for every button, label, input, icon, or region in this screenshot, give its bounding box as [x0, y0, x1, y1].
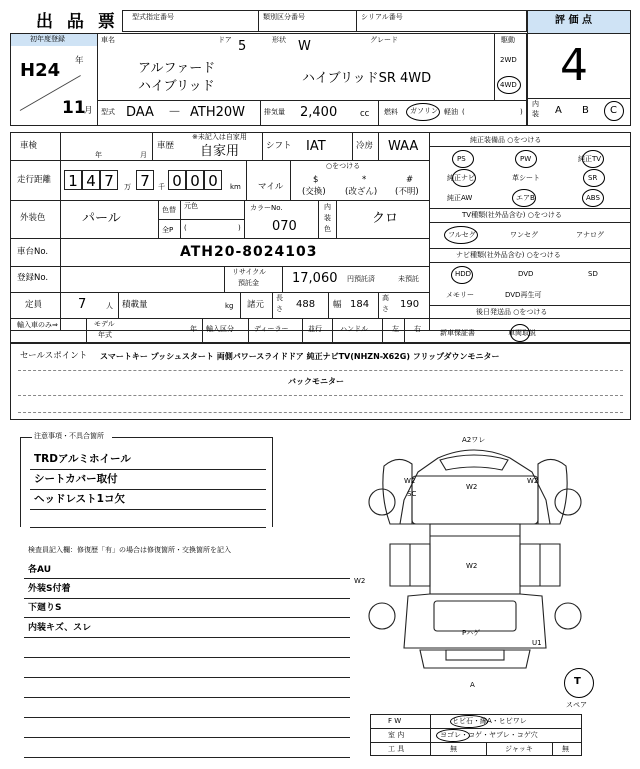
import-parallel: 並行 [308, 325, 322, 333]
history-note: ※未記入は自家用 [192, 133, 247, 141]
height-value: 190 [400, 299, 420, 310]
equip-leather: 革シート [512, 174, 540, 182]
navi-memory: メモリー [446, 291, 474, 299]
diesel-paren-close: ) [520, 108, 523, 116]
displacement-label: 排気量 [264, 108, 285, 116]
tools-value-1: 無 [450, 745, 457, 753]
equipment-title: 純正装備品 ○をつける [470, 136, 542, 144]
diesel-paren-open: ( [462, 108, 465, 116]
exterior-color-value: パール [82, 211, 121, 226]
note-line-1: TRDアルミホイール [34, 453, 131, 465]
all-paint-label: 全P [162, 226, 174, 234]
history-label: 車歴 [157, 141, 175, 151]
equip-tv: 純正TV [578, 155, 602, 163]
damage-mark-rear: Pハゲ [462, 629, 481, 637]
car-name-line2: ハイブリッド [138, 79, 215, 94]
mile-circle-note: ○をつける [326, 162, 361, 170]
mileage-digit-5: 0 [168, 170, 186, 190]
interior-color-label-2: 装 [324, 214, 331, 222]
mileage-digit-6: 0 [186, 170, 204, 190]
model-designation-label: 型式指定番号 [132, 13, 174, 21]
model-label: 型式 [101, 108, 115, 116]
recycle-label-2: 預託金 [238, 279, 259, 287]
import-class-label: 輸入区分 [206, 325, 234, 333]
inspector-line-3: 下廻りS [28, 603, 62, 613]
original-color-label: 元色 [184, 202, 198, 210]
tv-oneseg: ワンセグ [510, 231, 538, 239]
shaken-month-unit: 月 [140, 151, 147, 159]
selling-points-label: セールスポイント [20, 351, 88, 361]
model-value: ATH20W [190, 105, 245, 120]
damage-mark-right-front: W2 [527, 477, 539, 485]
equip-abs: ABS [586, 194, 600, 202]
chassis-label: 車台No. [17, 247, 49, 257]
tools-value-2: 無 [562, 745, 569, 753]
tv-fullseg: フルセグ [448, 231, 476, 239]
equip-ps: PS [457, 155, 466, 163]
equip-aw: 純正AW [447, 194, 473, 202]
color-change-label: 色替 [162, 206, 176, 214]
equip-sr-circle [583, 169, 605, 187]
tools-jack-label: ジャッキ [505, 745, 533, 753]
equip-pw: PW [520, 155, 532, 163]
mile-opt-tamper-sym: * [362, 175, 367, 185]
damage-mark-roof: W2 [466, 562, 478, 570]
mile-opt-unknown: (不明) [395, 187, 419, 197]
capacity-value: 7 [78, 297, 87, 312]
fuel-value: ガソリン [410, 107, 438, 115]
door-label: ドア [218, 36, 232, 44]
door-count: 5 [238, 39, 247, 54]
interior-color-value: クロ [372, 211, 399, 226]
equip-ps-circle [452, 150, 474, 168]
model-prefix: DAA [126, 105, 154, 120]
doc-manual: 車両取説 [508, 329, 536, 337]
drive-4wd-circle [497, 76, 521, 94]
navi-hdd: HDD [455, 270, 472, 278]
drive-label: 駆動 [501, 36, 515, 44]
width-value: 184 [350, 299, 370, 310]
mileage-digit-4: 7 [136, 170, 154, 190]
fw-value: ヒビ石・線A・ヒビワレ [452, 717, 527, 725]
inspector-label: 検査員記入欄：修復歴「有」の場合は修復箇所・交換箇所を記入 [28, 546, 231, 554]
mile-opt-exchange-sym: $ [313, 175, 319, 185]
shift-label: シフト [266, 141, 292, 151]
header-id-strip [122, 10, 527, 32]
first-registration-label: 初年度登録 [30, 35, 65, 43]
interior-row-value: ヨゴレ・コゲ・ヤブレ・コゲ穴 [440, 731, 538, 739]
interior-grade-b: B [582, 105, 589, 116]
tv-fullseg-circle [444, 226, 478, 244]
tools-label: 工 具 [388, 745, 405, 753]
height-label-1: 高 [382, 294, 389, 302]
color-no-label: カラーNo. [250, 204, 283, 212]
mile-opt-exchange: (交換) [302, 187, 326, 197]
model-year-unit: 年 [190, 325, 197, 333]
width-label: 幅 [333, 300, 342, 310]
selling-points-line1: スマートキー プッシュスタート 両側パワースライドドア 純正ナビTV(NHZN-X62G) フリップダウンモニター [100, 352, 500, 361]
displacement-value: 2,400 [300, 105, 338, 120]
shaken-year-unit: 年 [95, 151, 102, 159]
model-year-label-2: 年式 [98, 331, 112, 339]
damage-mark-windshield: A2ワレ [462, 436, 486, 444]
interior-grade-c: C [610, 105, 617, 116]
shaken-label: 車検 [20, 141, 38, 151]
equip-abs-circle [582, 189, 604, 207]
tv-analog: アナログ [576, 231, 604, 239]
registration-year: H24 [20, 60, 61, 81]
import-dealer: ディーラー [254, 325, 289, 333]
selling-points-line2: バックモニター [288, 377, 344, 386]
equip-airbag: エアB [516, 194, 535, 202]
chassis-value: ATH20-8024103 [180, 244, 318, 260]
score-label: 評 価 点 [555, 15, 592, 26]
interior-row-circle [436, 729, 470, 742]
mileage-digit-2: 4 [82, 170, 100, 190]
recycle-unit: 円預託済 [347, 275, 375, 283]
grade-value: ハイブリッドSR 4WD [302, 71, 432, 86]
interior-color-label-3: 色 [324, 225, 331, 233]
equip-pw-circle [515, 150, 537, 168]
all-paint-paren-open: ( [184, 224, 187, 232]
shift-value: IAT [306, 139, 326, 154]
equip-navi-circle [452, 169, 476, 187]
score-value: 4 [560, 40, 588, 91]
mile-opt-tamper: (改ざん) [345, 187, 378, 197]
navi-dvd: DVD [518, 270, 534, 278]
damage-mark-left-front-sc: SC [407, 490, 417, 498]
load-label: 積載量 [122, 300, 148, 310]
spare-label: スペア [566, 701, 587, 709]
equip-sr: SR [588, 174, 598, 182]
spare-mark: T [574, 676, 581, 687]
shape-value: W [298, 39, 311, 54]
interior-row-label: 室 内 [388, 731, 405, 739]
ac-value: WAA [388, 139, 419, 154]
handle-left: 左 [392, 325, 399, 333]
damage-mark-bumper: A [470, 681, 475, 689]
model-dash: － [168, 105, 182, 120]
note-line-2: シートカバー取付 [34, 473, 118, 485]
inspector-line-2: 外装S付着 [28, 584, 71, 594]
recycle-label-1: リサイクル [232, 268, 267, 276]
reg-label: 登録No. [17, 273, 49, 283]
damage-mark-left-side: W2 [354, 577, 366, 585]
mileage-man-unit: 万 [124, 183, 131, 191]
interior-grade-a: A [555, 105, 562, 116]
recycle-status: 未預託 [398, 275, 419, 283]
damage-mark-left-front: W2 [404, 477, 416, 485]
import-label: 輸入車のみ⇒ [17, 321, 58, 329]
docs-title: 後日発送品 ○をつける [476, 308, 548, 316]
serial-number-label: シリアル番号 [361, 13, 403, 21]
equip-airbag-circle [512, 189, 536, 207]
fw-circle [450, 715, 488, 728]
damage-mark-right-rear: U1 [532, 639, 542, 647]
mileage-digit-7: 0 [204, 170, 222, 190]
fuel-circle [406, 103, 440, 121]
handle-right: 右 [414, 325, 421, 333]
grade-label: グレード [370, 36, 398, 44]
drive-2wd: 2WD [500, 56, 517, 64]
doc-warranty: 新車保証書 [440, 329, 475, 337]
doc-manual-circle [510, 324, 530, 342]
fuel-label: 燃料 [384, 108, 398, 116]
form-title: 出 品 票 [36, 12, 119, 32]
registration-month: 11 [62, 98, 86, 118]
navi-sd: SD [588, 270, 598, 278]
diesel-label: 軽油 [444, 108, 458, 116]
drive-4wd: 4WD [500, 81, 517, 89]
note-line-3: ヘッドレスト1コ欠 [34, 493, 125, 505]
mileage-digit-1: 1 [64, 170, 82, 190]
equip-navi: 純正ナビ [447, 174, 475, 182]
displacement-unit: cc [360, 109, 370, 119]
all-paint-paren-close: ) [238, 224, 241, 232]
mileage-digit-3: 7 [100, 170, 118, 190]
dimensions-label: 諸元 [247, 300, 265, 310]
mile-opt-unknown-sym: # [406, 175, 414, 185]
capacity-label: 定員 [25, 300, 43, 310]
damage-mark-hood: W2 [466, 483, 478, 491]
mile-label: マイル [258, 182, 284, 192]
mileage-sen-unit: 千 [158, 183, 165, 191]
inspector-line-1: 各AU [28, 565, 51, 575]
handle-label: ハンドル [340, 325, 368, 333]
notes-label: 注意事項・不具合箇所 [34, 432, 104, 440]
mileage-label: 走行距離 [17, 175, 52, 185]
fw-label: F W [388, 717, 402, 725]
year-unit: 年 [75, 56, 84, 66]
navi-title: ナビ種類(社外品含む) ○をつける [456, 251, 561, 259]
exterior-color-label: 外装色 [20, 213, 46, 223]
category-number-label: 類別区分番号 [263, 13, 305, 21]
model-year-label-1: モデル [94, 320, 115, 328]
interior-label-2: 装 [532, 110, 539, 118]
tv-title: TV種類(社外品含む) ○をつける [462, 211, 562, 219]
height-label-2: さ [382, 305, 389, 313]
length-label-2: さ [276, 305, 283, 313]
navi-hdd-circle [451, 266, 473, 284]
interior-color-label-1: 内 [324, 203, 331, 211]
inspector-line-4: 内装キズ、スレ [28, 623, 92, 633]
month-unit: 月 [84, 106, 93, 116]
shape-label: 形状 [272, 36, 286, 44]
interior-grade-circle [604, 101, 624, 121]
ac-label: 冷房 [356, 141, 374, 151]
capacity-unit: 人 [106, 302, 113, 310]
color-no-value: 070 [272, 219, 297, 234]
interior-label-1: 内 [532, 100, 539, 108]
history-value: 自家用 [200, 144, 240, 159]
recycle-value: 17,060 [292, 271, 338, 286]
load-unit: kg [225, 302, 234, 310]
car-name-line1: アルファード [138, 61, 216, 76]
car-name-label: 車名 [101, 36, 115, 44]
mileage-km-unit: km [230, 183, 241, 191]
length-label-1: 長 [276, 294, 283, 302]
navi-dvd-play: DVD再生可 [505, 291, 542, 299]
length-value: 488 [296, 299, 316, 310]
equip-tv-circle [582, 150, 604, 168]
